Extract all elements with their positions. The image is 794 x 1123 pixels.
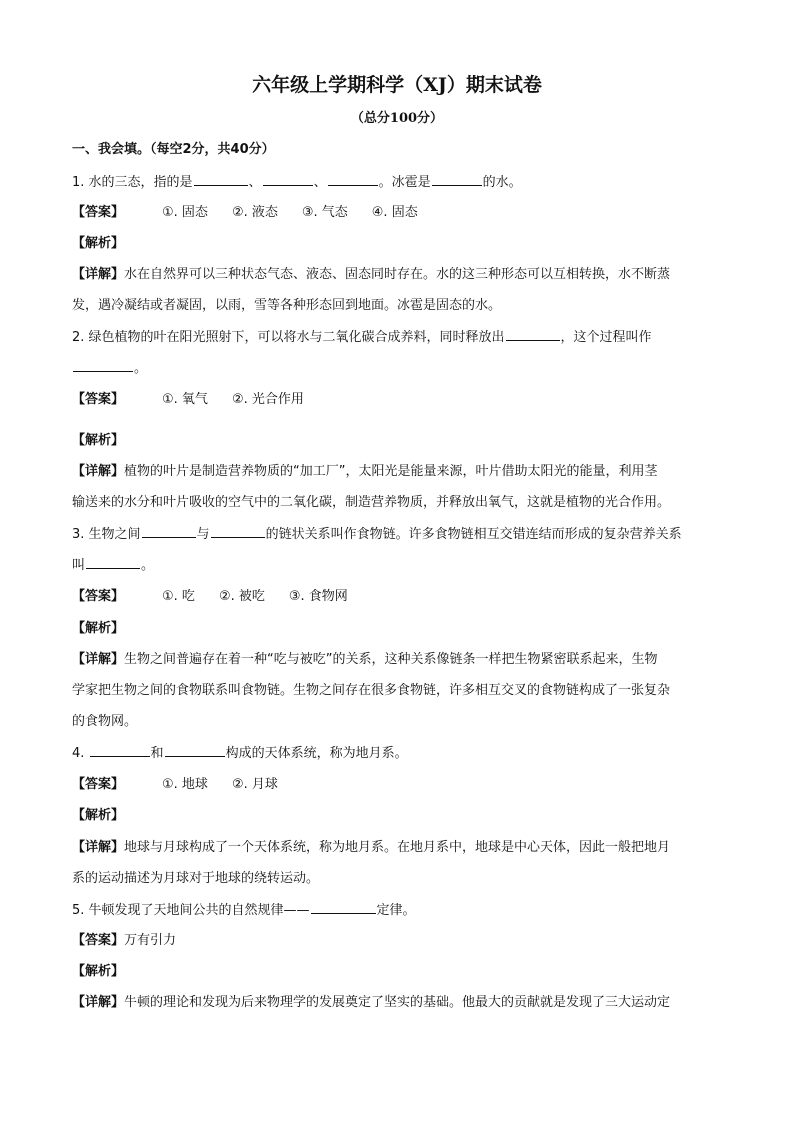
analysis-label: 【解析】 — [72, 808, 125, 823]
detail-5: 【详解】牛顿的理论和发现为后来物理学的发展奠定了坚实的基础。他最大的贡献就是发现了三大运动定 — [72, 995, 671, 1010]
answer-label: 【答案】 — [72, 933, 125, 948]
detail-1-cont: 发，遇冷凝结或者凝固，以雨，雪等各种形态回到地面。冰雹是固态的水。 — [72, 298, 502, 313]
blank — [506, 328, 560, 341]
answer-row-5: 【答案】万有引力 — [72, 933, 177, 948]
page-subtitle: （总分100分） — [350, 111, 444, 126]
section-heading: 一、我会填。（每空2分，共40分） — [72, 142, 275, 157]
question-2: 2. 绿色植物的叶在阳光照射下，可以将水与二氧化碳合成养料，同时释放出 ，这个过程叫作 — [72, 330, 652, 345]
analysis-label: 【解析】 — [72, 433, 125, 448]
detail-3-cont: 的食物网。 — [72, 714, 138, 729]
analysis-label: 【解析】 — [72, 621, 125, 636]
answer-row-1: 【答案】 ①. 固态 ②. 液态 ③. 气态 ④. 固态 — [72, 205, 418, 220]
answer-label: 【答案】 — [72, 205, 125, 220]
blank — [194, 173, 248, 186]
question-3: 3. 生物之间 与 的链状关系叫作食物链。许多食物链相互交错连结而形成的复杂营养关系 — [72, 527, 682, 542]
blank — [86, 556, 140, 569]
blank — [142, 525, 196, 538]
blank — [311, 901, 376, 914]
question-1: 1. 水的三态，指的是 、 、 。冰雹是 的水。 — [72, 175, 522, 190]
blank — [211, 525, 265, 538]
question-5: 5. 牛顿发现了天地间公共的自然规律—— 定律。 — [72, 903, 416, 918]
detail-3-cont: 学家把生物之间的食物联系叫食物链。生物之间存在很多食物链，许多相互交叉的食物链构成了一张复杂 — [72, 683, 671, 698]
page-title: 六年级上学期科学（XJ）期末试卷 — [252, 74, 542, 96]
blank — [328, 173, 378, 186]
question-4: 4. 和 构成的天体系统，称为地月系。 — [72, 746, 408, 761]
answer-label: 【答案】 — [72, 392, 125, 407]
answer-label: 【答案】 — [72, 777, 125, 792]
detail-4: 【详解】地球与月球构成了一个天体系统，称为地月系。在地月系中，地球是中心天体，因此一般把地月 — [72, 840, 671, 855]
answer-row-2: 【答案】 ①. 氧气 ②. 光合作用 — [72, 392, 304, 407]
blank — [165, 744, 225, 757]
detail-4-cont: 系的运动描述为月球对于地球的绕转运动。 — [72, 871, 320, 886]
blank — [263, 173, 313, 186]
answer-label: 【答案】 — [72, 589, 125, 604]
detail-3: 【详解】生物之间普遍存在着一种“吃与被吃”的关系，这种关系像链条一样把生物紧密联系起来，生物 — [72, 652, 658, 667]
blank — [90, 744, 150, 757]
blank — [73, 359, 133, 372]
answer-row-4: 【答案】 ①. 地球 ②. 月球 — [72, 777, 278, 792]
question-3-cont: 叫 。 — [72, 558, 155, 573]
analysis-label: 【解析】 — [72, 964, 125, 979]
question-2-cont: 。 — [72, 359, 727, 378]
detail-1: 【详解】水在自然界可以三种状态气态、液态、固态同时存在。水的这三种形态可以互相转换，水不断蒸 — [72, 267, 671, 282]
analysis-label: 【解析】 — [72, 236, 125, 251]
detail-2-cont: 输送来的水分和叶片吸收的空气中的二氧化碳，制造营养物质，并释放出氧气，这就是植物的光合作用。 — [72, 495, 671, 510]
blank — [432, 173, 482, 186]
detail-2: 【详解】植物的叶片是制造营养物质的“加工厂”，太阳光是能量来源，叶片借助太阳光的能量，利用茎 — [72, 464, 658, 479]
answer-row-3: 【答案】 ①. 吃 ②. 被吃 ③. 食物网 — [72, 589, 348, 604]
